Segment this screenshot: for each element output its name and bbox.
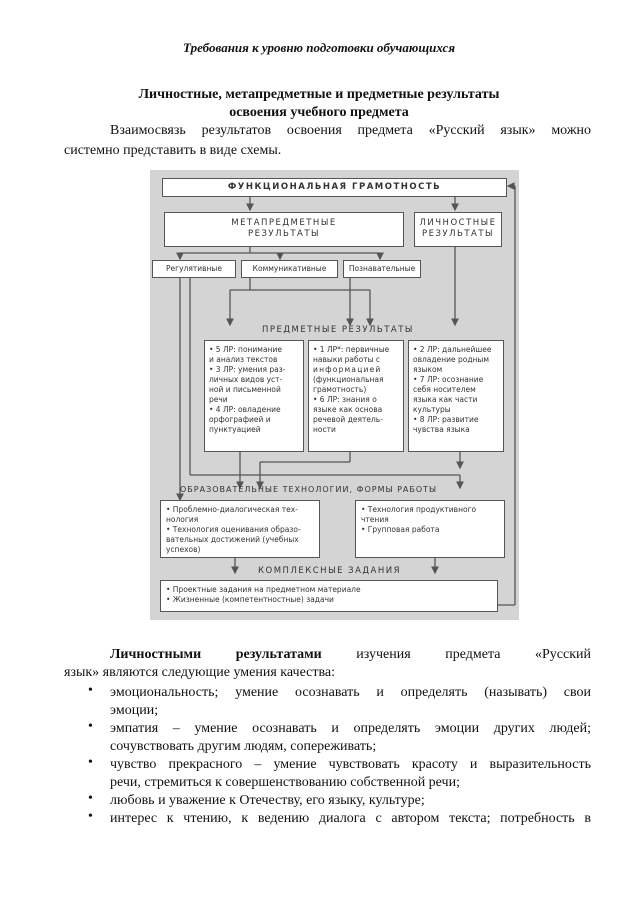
section-title-line1: Личностные, метапредметные и предметные результаты bbox=[138, 87, 500, 102]
meta-results-box bbox=[164, 212, 404, 247]
tech-right-line: • Групповая работа bbox=[361, 525, 440, 534]
col3-line: языком bbox=[413, 365, 443, 374]
complex-line: • Жизненные (компетентностные) задачи bbox=[166, 595, 334, 604]
col1-line: и анализ текстов bbox=[209, 355, 278, 364]
subject-col1 bbox=[204, 340, 304, 452]
col2-line: информацией bbox=[313, 365, 382, 374]
col1-line: ной и письменной bbox=[209, 385, 281, 394]
col2-line: ности bbox=[313, 425, 336, 434]
col1-line: речи bbox=[209, 395, 228, 404]
tech-left-box bbox=[160, 500, 320, 558]
bullet: • bbox=[88, 683, 93, 698]
col3-line: культуры bbox=[413, 405, 451, 414]
col1-line: личных видов уст- bbox=[209, 375, 283, 384]
tech-left-line: вательных достижений (учебных bbox=[166, 535, 299, 544]
col3-line: • 7 ЛР: осознание bbox=[413, 375, 484, 384]
col2-line: грамотность) bbox=[313, 385, 367, 394]
col1-line: • 5 ЛР: понимание bbox=[209, 345, 282, 354]
col3-line: чувства языка bbox=[413, 425, 470, 434]
complex-title: КОМПЛЕКСНЫЕ ЗАДАНИЯ bbox=[258, 566, 402, 576]
col3-line: овладение родным bbox=[413, 355, 489, 364]
bullet: • bbox=[88, 719, 93, 734]
col3-line: языка как части bbox=[413, 395, 478, 404]
col3-line: себя носителем bbox=[413, 385, 476, 394]
col3-line: • 2 ЛР: дальнейшее bbox=[413, 345, 492, 354]
list-item-3-line2: речи, стремиться к совершенствованию собственной речи; bbox=[110, 775, 460, 790]
results-diagram bbox=[150, 170, 519, 620]
tech-left-line: • Проблемно-диалогическая тех- bbox=[166, 505, 298, 514]
regulative-box: Регулятивные bbox=[152, 260, 236, 278]
bullet: • bbox=[88, 755, 93, 770]
complex-box bbox=[160, 580, 498, 612]
tech-right-line: • Технология продуктивного bbox=[361, 505, 477, 514]
col1-line: пунктуацией bbox=[209, 425, 261, 434]
list-item-4-line1: любовь и уважение к Отечеству, его языку, культуре; bbox=[110, 793, 425, 808]
col1-line: • 4 ЛР: овладение bbox=[209, 405, 281, 414]
intro-line2: системно представить в виде схемы. bbox=[64, 143, 282, 158]
meta-results-line2: РЕЗУЛЬТАТЫ bbox=[247, 229, 321, 239]
functional-literacy-box: ФУНКЦИОНАЛЬНАЯ ГРАМОТНОСТЬ bbox=[162, 178, 507, 197]
bullet: • bbox=[88, 809, 93, 824]
communicative-box: Коммуникативные bbox=[241, 260, 338, 278]
page-header: Требования к уровню подготовки обучающихся bbox=[182, 40, 456, 55]
section-title-line2: освоения учебного предмета bbox=[229, 105, 409, 120]
col1-line: орфографией и bbox=[209, 415, 271, 424]
tech-left-line: успехов) bbox=[166, 545, 201, 554]
intro-line1: Взаимосвязь результатов освоения предмета «Русский язык» можно bbox=[110, 123, 591, 138]
list-item-5-line1: интерес к чтению, к ведению диалога с автором текста; потребность в bbox=[110, 811, 591, 826]
personal-results-line2: РЕЗУЛЬТАТЫ bbox=[421, 229, 495, 239]
subject-col3 bbox=[408, 340, 504, 452]
personal-lead-bold: Личностными результатами bbox=[110, 647, 322, 662]
personal-results-box bbox=[414, 212, 502, 247]
subject-results-label: ПРЕДМЕТНЫЕ РЕЗУЛЬТАТЫ bbox=[262, 325, 414, 335]
subject-col2 bbox=[308, 340, 404, 452]
meta-results-line1: МЕТАПРЕДМЕТНЫЕ bbox=[231, 218, 337, 228]
list-item-2-line2: сочувствовать другим людям, сопереживать; bbox=[110, 739, 377, 754]
cognitive-box: Познавательные bbox=[343, 260, 421, 278]
col2-line: языке как основа bbox=[313, 405, 383, 414]
list-item-3-line1: чувство прекрасного – умение чувствовать красоту и выразительность bbox=[110, 757, 591, 772]
bullet: • bbox=[88, 791, 93, 806]
personal-results-line1: ЛИЧНОСТНЫЕ bbox=[419, 218, 497, 228]
personal-lead-rest: изучения предмета «Русский bbox=[356, 647, 591, 662]
tech-right-line: чтения bbox=[361, 515, 389, 524]
tech-left-line: нология bbox=[166, 515, 199, 524]
personal-lead-line2: язык» являются следующие умения качества: bbox=[64, 665, 336, 680]
col3-line: • 8 ЛР: развитие bbox=[413, 415, 479, 424]
col1-line: • 3 ЛР: умения раз- bbox=[209, 365, 286, 374]
tech-right-box bbox=[355, 500, 505, 558]
col2-line: навыки работы с bbox=[313, 355, 380, 364]
list-item-1-line2: эмоции; bbox=[110, 703, 159, 718]
col2-line: (функциональная bbox=[313, 375, 384, 384]
col2-line: речевой деятель- bbox=[313, 415, 383, 424]
personal-lead-line bbox=[110, 645, 591, 665]
col2-line: • 1 ЛР*: первичные bbox=[313, 345, 390, 354]
list-item-1-line1: эмоциональность; умение осознавать и определять (называть) свои bbox=[110, 685, 591, 700]
col2-line: • 6 ЛР: знания о bbox=[313, 395, 377, 404]
tech-title: ОБРАЗОВАТЕЛЬНЫЕ ТЕХНОЛОГИИ, ФОРМЫ РАБОТЫ bbox=[180, 485, 438, 494]
complex-line: • Проектные задания на предметном материале bbox=[166, 585, 361, 594]
list-item-2-line1: эмпатия – умение осознавать и определять эмоции других людей; bbox=[110, 721, 591, 736]
tech-left-line: • Технология оценивания образо- bbox=[166, 525, 301, 534]
